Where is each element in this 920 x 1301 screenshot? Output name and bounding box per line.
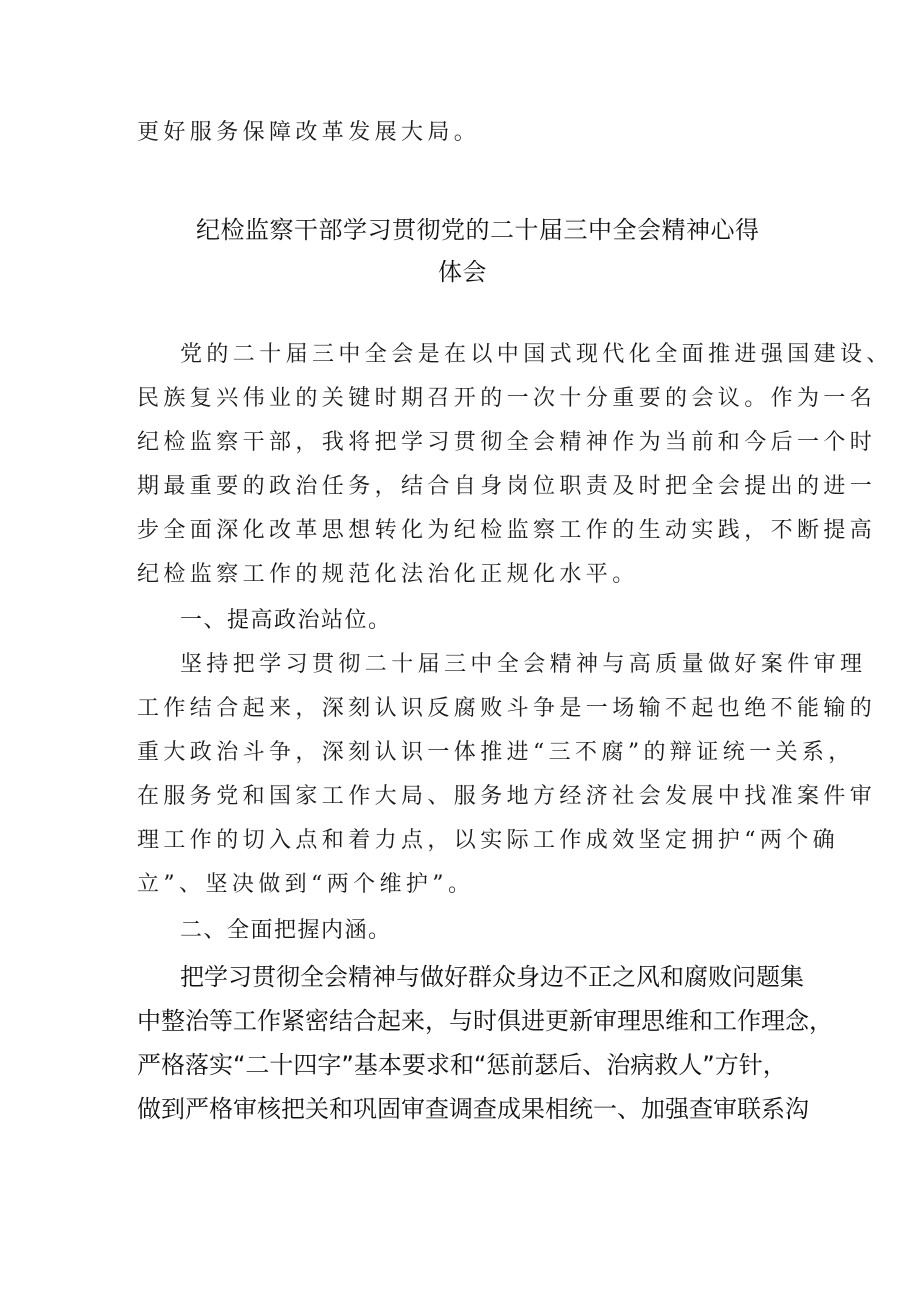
paragraph-1-line-5: 步全面深化改革思想转化为纪检监察工作的生动实践，不断提高 xyxy=(137,518,877,543)
section-heading-2: 二、全面把握内涵。 xyxy=(180,918,392,943)
paragraph-3-line-2: 中整治等工作紧密结合起来，与时俱进更新审理思维和工作理念， xyxy=(137,1007,833,1035)
paragraph-3-line-4: 做到严格审核把关和巩固审查调查成果相统一、加强查审联系沟 xyxy=(137,1095,809,1123)
paragraph-1-line-6: 纪检监察工作的规范化法治化正规化水平。 xyxy=(137,562,639,587)
paragraph-1-line-4: 期最重要的政治任务，结合自身岗位职责及时把全会提出的进一 xyxy=(137,474,877,499)
paragraph-2-line-1: 坚持把学习贯彻二十届三中全会精神与高质量做好案件审理 xyxy=(180,652,867,677)
paragraph-2-line-5: 理工作的切入点和着力点，以实际工作成效坚定拥护“两个确 xyxy=(137,828,840,853)
paragraph-1-line-2: 民族复兴伟业的关键时期召开的一次十分重要的会议。作为一名 xyxy=(137,386,877,411)
paragraph-1-line-3: 纪检监察干部，我将把学习贯彻全会精神作为当前和今后一个时 xyxy=(137,430,877,455)
paragraph-3-line-1: 把学习贯彻全会精神与做好群众身边不正之风和腐败问题集 xyxy=(180,963,804,991)
paragraph-2-line-6: 立”、坚决做到“两个维护”。 xyxy=(137,872,475,897)
article-title-line-1: 纪检监察干部学习贯彻党的二十届三中全会精神心得 xyxy=(196,216,760,244)
paragraph-2-line-4: 在服务党和国家工作大局、服务地方经济社会发展中找准案件审 xyxy=(137,784,877,809)
paragraph-2-line-2: 工作结合起来，深刻认识反腐败斗争是一场输不起也绝不能输的 xyxy=(137,696,877,721)
paragraph-2-line-3: 重大政治斗争，深刻认识一体推进“三不腐”的辩证统一关系， xyxy=(137,740,855,765)
paragraph-3-line-3: 严格落实“二十四字”基本要求和“惩前瑟后、治病救人”方针， xyxy=(137,1051,787,1079)
section-heading-1: 一、提高政治站位。 xyxy=(180,608,392,633)
intro-tail-text: 更好服务保障改革发展大局。 xyxy=(137,120,481,145)
paragraph-1-line-1: 党的二十届三中全会是在以中国式现代化全面推进强国建设、 xyxy=(180,342,893,367)
article-title-line-2: 体会 xyxy=(438,258,487,286)
